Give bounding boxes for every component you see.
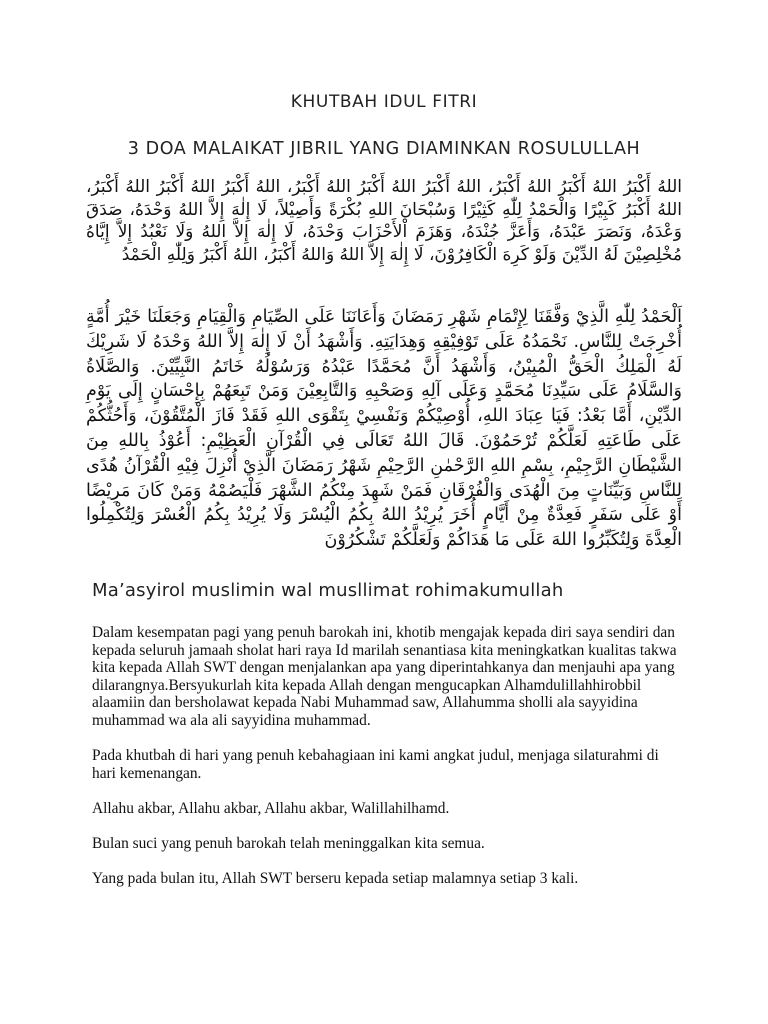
document-title: KHUTBAH IDUL FITRI [290, 92, 478, 112]
body-paragraph: Yang pada bulan itu, Allah SWT berseru kepada setiap malamnya setiap 3 kali. [92, 870, 579, 888]
arabic-hamdalah-paragraph: اَلْحَمْدُ لِلّٰهِ الَّذِيْ وَفَّقَنَا لِإِتْمَامِ شَهْرِ رَمَضَانَ وَأَعَانَنَا عَلَى الصِّيَامِ وَالْقِيَامِ وَجَعَلَنَا خَيْرَ أُمَّةٍ أُخْرِجَتْ لِلنَّاسِ. نَحْمَدُهُ عَلَى تَوْفِيْقِهِ وَهِدَايَتِهِ. وَأَشْهَدُ أَنْ لَا إِلٰهَ إِلاَّ اللهُ وَحْدَهُ لَا شَرِيْكَ لَهُ الْمَلِكُ الْحَقُّ الْمُبِيْنُ، وَأَشْهَدُ أَنَّ مُحَمَّدًا عَبْدُهُ وَرَسُوْلُهُ خَاتَمُ النَّبِيِّيْنَ. وَالصَّلَاةُ وَالسَّلَامُ عَلَى سَيِّدِنَا مُحَمَّدٍ وَعَلَى آلِهِ وَصَحْبِهِ وَالتَّابِعِيْنَ وَمَنْ تَبِعَهُمْ بِإِحْسَانٍ إِلَى يَوْمِ الدِّيْنِ، أَمَّا بَعْدُ: فَيَا عِبَادَ اللهِ، أُوْصِيْكُمْ وَنَفْسِيْ بِتَقْوَى اللهِ فَقَدْ فَازَ الْمُتَّقُوْنَ، وَأَحُثُّكُمْ عَلَى طَاعَتِهِ لَعَلَّكُمْ تُرْحَمُوْنَ. قَالَ اللهُ تَعَالَى فِي الْقُرْآنِ الْعَظِيْمِ: أَعُوْذُ بِاللهِ مِنَ الشَّيْطَانِ الرَّجِيْمِ، بِسْمِ اللهِ الرَّحْمٰنِ الرَّحِيْمِ شَهْرُ رَمَضَانَ الَّذِيْ أُنْزِلَ فِيْهِ الْقُرْآنُ هُدًى لِلنَّاسِ وَبَيِّنَاتٍ مِنَ الْهُدَى وَالْفُرْقَانِ فَمَنْ شَهِدَ مِنْكُمُ الشَّهْرَ فَلْيَصُمْهُ وَمَنْ كَانَ مَرِيْضًا أَوْ عَلَى سَفَرٍ فَعِدَّةٌ مِنْ أَيَّامٍ أُخَرَ يُرِيْدُ اللهُ بِكُمُ الْيُسْرَ وَلَا يُرِيْدُ بِكُمُ الْعُسْرَ وَلِتُكْمِلُوا الْعِدَّةَ وَلِتُكَبِّرُوا اللهَ عَلَى مَا هَدَاكُمْ وَلَعَلَّكُمْ تَشْكُرُوْنَ [86, 307, 682, 551]
body-text [92, 624, 682, 906]
body-paragraph: Allahu akbar, Allahu akbar, Allahu akbar, Walillahilhamd. [92, 799, 450, 817]
body-paragraph: Pada khutbah di hari yang penuh kebahagiaan ini kami angkat judul, menjaga silaturahmi di hari kemenangan. [92, 747, 659, 782]
section-heading: Ma’asyirol muslimin wal musllimat rohimakumullah [92, 580, 564, 601]
document-subtitle: 3 DOA MALAIKAT JIBRIL YANG DIAMINKAN ROSULULLAH [127, 139, 641, 159]
arabic-takbir-paragraph: اللهُ أَكْبَرُ اللهُ أَكْبَرُ اللهُ أَكْبَرُ، اللهُ أَكْبَرُ اللهُ أَكْبَرُ اللهُ أَكْبَرُ، اللهُ أَكْبَرُ اللهُ أَكْبَرُ اللهُ أَكْبَرُ، اللهُ أَكْبَرُ كَبِيْرًا وَالْحَمْدُ لِلّٰهِ كَثِيْرًا وَسُبْحَانَ اللهِ بُكْرَةً وَأَصِيْلاً، لَا إِلٰهَ إِلاَّ اللهُ وَحْدَهُ، صَدَقَ وَعْدَهُ، وَنَصَرَ عَبْدَهُ، وَأَعَزَّ جُنْدَهُ، وَهَزَمَ اْلأَحْزَابَ وَحْدَهُ، لَا إِلٰهَ إِلاَّ اللهُ وَلَا نَعْبُدُ إِلاَّ إِيَّاهُ مُخْلِصِيْنَ لَهُ الدِّيْنَ وَلَوْ كَرِهَ الْكَافِرُوْنَ، لَا إِلٰهَ إِلاَّ اللهُ وَاللهُ أَكْبَرُ، اللهُ أَكْبَرُ وَلِلّٰهِ الْحَمْدُ [86, 177, 682, 265]
body-paragraph: Bulan suci yang penuh barokah telah meninggalkan kita semua. [92, 835, 485, 853]
body-paragraph: Dalam kesempatan pagi yang penuh barokah ini, khotib mengajak kepada diri saya sendiri dan kepada seluruh jamaah sholat hari raya Id marilah senantiasa kita meningkatkan kualitas takwa kita kepada Allah SWT dengan menjalankan apa yang diperintahkanya dan menjauhi apa yang dilarangnya.Bersyukurlah kita kepada Allah dengan mengucapkan Alhamdulillahhirobbil alaamiin dan bersholawat kepada Nabi Muhammad saw, Allahumma sholli ala sayyidina muhammad wa ala ali sayyidina muhammad. [92, 624, 677, 729]
